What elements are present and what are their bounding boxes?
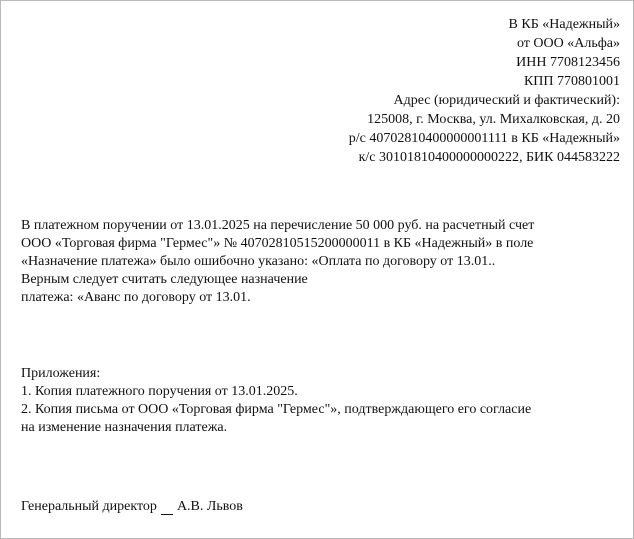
addressee-corr-account: к/с 30101810400000000222, БИК 044583222 [358, 150, 620, 165]
addressee-block [349, 15, 620, 167]
addressee-address-label: Адрес (юридический и фактический): [393, 93, 620, 108]
signature-line [161, 500, 173, 515]
signatory-position: Генеральный директор [21, 499, 157, 514]
attachment-item: на изменение назначения платежа. [21, 420, 228, 435]
signature-block [21, 498, 243, 516]
body-line: В платежном поручении от 13.01.2025 на перечисление 50 000 руб. на расчетный счет [21, 218, 535, 233]
body-line: Верным следует считать следующее назначение [21, 272, 308, 287]
attachment-item: 2. Копия письма от ООО «Торговая фирма "Гермес"», подтверждающего его согласие [21, 402, 532, 417]
body-line: «Назначение платежа» было ошибочно указано: «Оплата по договору от 13.01.. [21, 254, 496, 269]
body-line: платежа: «Аванс по договору от 13.01. [21, 290, 251, 305]
addressee-address: 125008, г. Москва, ул. Михалковская, д. 20 [367, 112, 620, 127]
body-line: ООО «Торговая фирма "Гермес"» № 40702810515200000011 в КБ «Надежный» в поле [21, 236, 534, 251]
signatory-name: А.В. Львов [176, 499, 243, 514]
attachments-block [21, 365, 531, 437]
letter-body [21, 217, 621, 307]
attachment-item: 1. Копия платежного поручения от 13.01.2025. [21, 384, 298, 399]
addressee-account: р/с 40702810400000001111 в КБ «Надежный» [348, 131, 620, 146]
addressee-from: от ООО «Альфа» [516, 36, 620, 51]
addressee-inn: ИНН 7708123456 [516, 55, 620, 70]
addressee-kpp: КПП 770801001 [523, 74, 620, 89]
attachments-heading: Приложения: [21, 366, 101, 381]
addressee-bank: В КБ «Надежный» [508, 17, 620, 32]
